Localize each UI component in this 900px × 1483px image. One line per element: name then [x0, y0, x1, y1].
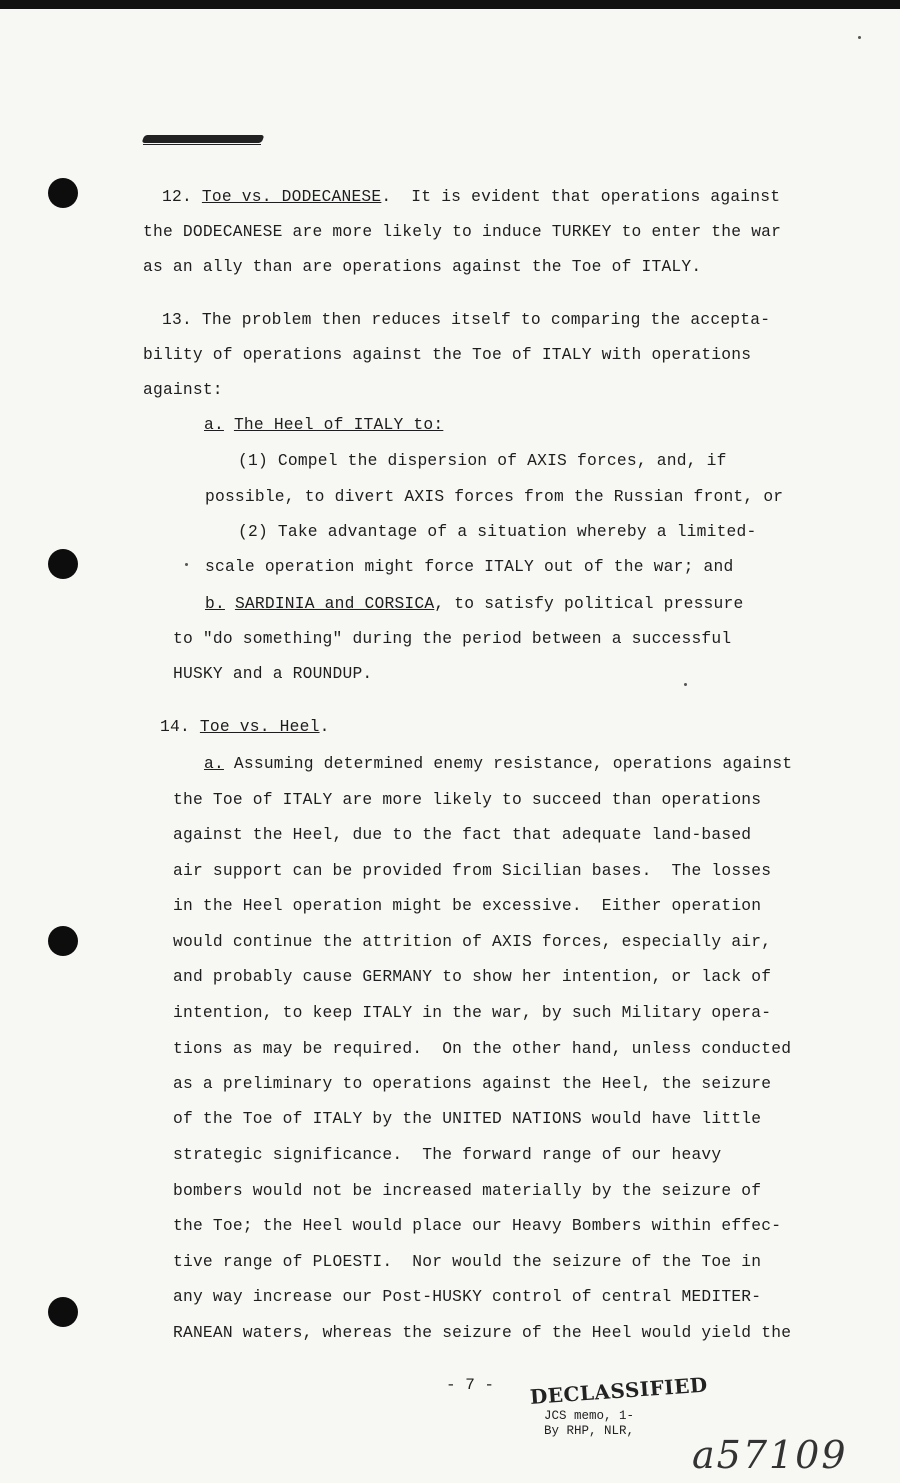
para-14-line-4: air support can be provided from Sicilian bases. The losses [173, 861, 772, 880]
para-12-line-3: as an ally than are operations against the Toe of ITALY. [143, 257, 702, 276]
para-14-line-16: any way increase our Post-HUSKY control of central MEDITER- [173, 1287, 762, 1306]
redacted-classification-marking [143, 127, 268, 149]
binder-hole-3 [48, 926, 78, 956]
para-14-line-5: in the Heel operation might be excessive. Either operation [173, 896, 762, 915]
page-number: - 7 - [446, 1376, 495, 1394]
handwritten-id: a57109 [692, 1433, 848, 1477]
declassified-stamp [529, 1372, 709, 1439]
para-12-line-2: the DODECANESE are more likely to induce TURKEY to enter the war [143, 222, 782, 241]
para-13-a1-line-2: possible, to divert AXIS forces from the Russian front, or [205, 487, 784, 506]
para-14-line-1: a. Assuming determined enemy resistance, operations against [204, 754, 793, 773]
para-13-b-heading: SARDINIA and CORSICA [234, 594, 435, 613]
para-14-line-6: would continue the attrition of AXIS forces, especially air, [173, 932, 772, 951]
para-14-line-11: of the Toe of ITALY by the UNITED NATIONS would have little [173, 1109, 762, 1128]
binder-hole-1 [48, 178, 78, 208]
binder-hole-4 [48, 1297, 78, 1327]
para-14-line-13: bombers would not be increased materially by the seizure of [173, 1181, 762, 1200]
para-13-line-3: against: [143, 380, 223, 399]
para-14-line-2: the Toe of ITALY are more likely to succeed than operations [173, 790, 762, 809]
para-14-line-14: the Toe; the Heel would place our Heavy Bombers within effec- [173, 1216, 782, 1235]
para-13-a2-line-2: scale operation might force ITALY out of the war; and [205, 557, 734, 576]
speck [185, 563, 188, 566]
para-14-line-8: intention, to keep ITALY in the war, by such Military opera- [173, 1003, 772, 1022]
binder-hole-2 [48, 549, 78, 579]
para-13-b-line-2: to "do something" during the period between a successful [173, 629, 732, 648]
para-14-line-15: tive range of PLOESTI. Nor would the seizure of the Toe in [173, 1252, 762, 1271]
para-14-line-17: RANEAN waters, whereas the seizure of the Heel would yield the [173, 1323, 792, 1342]
para-14-line-12: strategic significance. The forward range of our heavy [173, 1145, 722, 1164]
para-14-line-3: against the Heel, due to the fact that adequate land-based [173, 825, 752, 844]
para-13-line-1: 13. The problem then reduces itself to comparing the accepta- [162, 310, 771, 329]
stamp-line-1: JCS memo, 1- [544, 1409, 635, 1423]
para-12-line-1: 12. Toe vs. DODECANESE. It is evident that operations against [162, 187, 781, 206]
para-13-a1-line-1: (1) Compel the dispersion of AXIS forces, and, if [238, 451, 727, 470]
para-13-b-line-3: HUSKY and a ROUNDUP. [173, 664, 373, 683]
para-14-heading: 14. Toe vs. Heel. [160, 717, 330, 736]
para-14-line-9: tions as may be required. On the other hand, unless conducted [173, 1039, 792, 1058]
stamp-title: DECLASSIFIED [529, 1372, 709, 1409]
speck [684, 683, 687, 686]
stamp-line-2: By RHP, NLR, [544, 1424, 635, 1438]
para-13-b-line-1: b. SARDINIA and CORSICA, to satisfy political pressure [205, 594, 744, 613]
para-13-a2-line-1: (2) Take advantage of a situation whereby a limited- [238, 522, 757, 541]
page-top-border [0, 0, 900, 9]
para-13-a-heading: a. The Heel of ITALY to: [204, 415, 444, 434]
para-13-line-2: bility of operations against the Toe of ITALY with operations [143, 345, 752, 364]
para-14-line-7: and probably cause GERMANY to show her intention, or lack of [173, 967, 772, 986]
speck [858, 36, 861, 39]
para-12-heading: Toe vs. DODECANESE [201, 187, 382, 206]
para-14-line-10: as a preliminary to operations against the Heel, the seizure [173, 1074, 772, 1093]
